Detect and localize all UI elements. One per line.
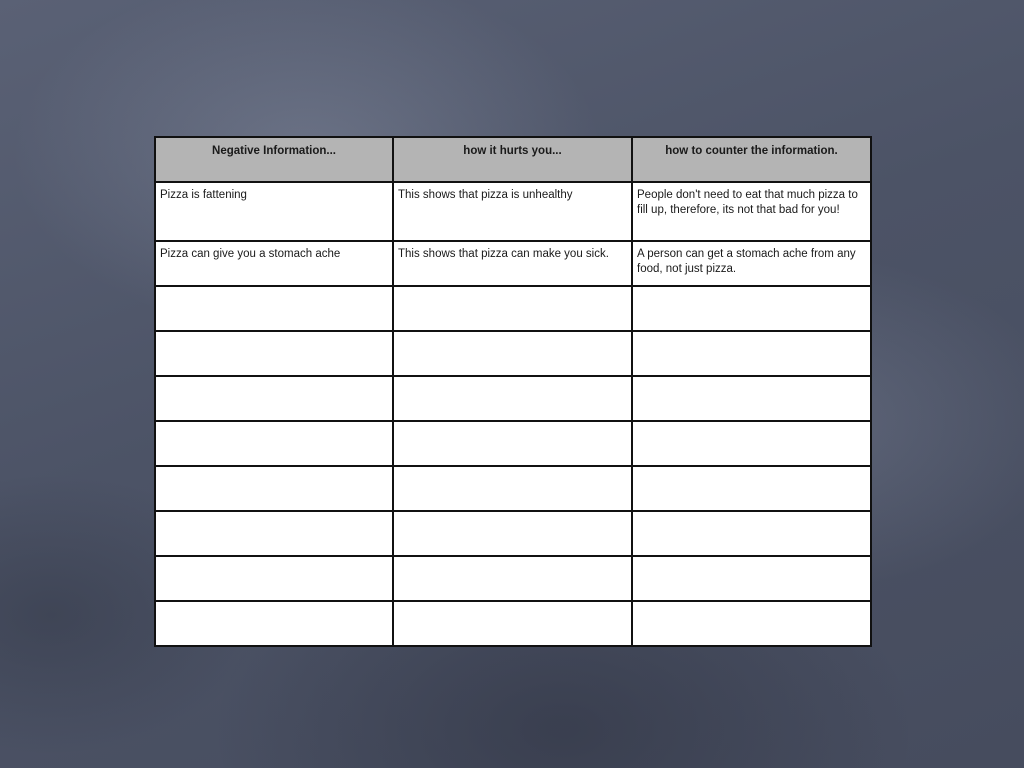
table-cell: [632, 466, 871, 511]
table-cell: [632, 421, 871, 466]
table-cell: [155, 601, 393, 646]
table-cell: [632, 601, 871, 646]
table-cell: [155, 376, 393, 421]
table-cell: [155, 511, 393, 556]
table-cell: Pizza is fattening: [155, 182, 393, 241]
header-how-to-counter: how to counter the information.: [632, 137, 871, 182]
table-row: [155, 182, 871, 241]
table-cell: A person can get a stomach ache from any food, not just pizza.: [632, 241, 871, 286]
table-row: [155, 511, 871, 556]
table-cell: [393, 511, 632, 556]
table-cell: [155, 421, 393, 466]
table-row: [155, 331, 871, 376]
table-cell: Pizza can give you a stomach ache: [155, 241, 393, 286]
table-cell: [393, 601, 632, 646]
table-cell: [393, 466, 632, 511]
table-row: [155, 466, 871, 511]
table-row: [155, 556, 871, 601]
table-row: [155, 601, 871, 646]
table-cell: [632, 556, 871, 601]
table-cell: [393, 286, 632, 331]
table-cell: [632, 286, 871, 331]
table-cell: [155, 556, 393, 601]
table-cell: [632, 331, 871, 376]
information-table: [154, 136, 872, 647]
table-cell: This shows that pizza can make you sick.: [393, 241, 632, 286]
table-cell: [393, 556, 632, 601]
table-cell: [155, 286, 393, 331]
table-cell: [393, 421, 632, 466]
header-negative-information: Negative Information...: [155, 137, 393, 182]
table-cell: [393, 331, 632, 376]
table-cell: [632, 376, 871, 421]
table-header-row: [155, 137, 871, 182]
table-cell: [632, 511, 871, 556]
table-row: [155, 241, 871, 286]
table-cell: [155, 331, 393, 376]
header-how-it-hurts: how it hurts you...: [393, 137, 632, 182]
table-row: [155, 376, 871, 421]
table-cell: [155, 466, 393, 511]
table-cell: [393, 376, 632, 421]
table-cell: People don't need to eat that much pizza to fill up, therefore, its not that bad for you!: [632, 182, 871, 241]
table-row: [155, 421, 871, 466]
table-row: [155, 286, 871, 331]
table-cell: This shows that pizza is unhealthy: [393, 182, 632, 241]
